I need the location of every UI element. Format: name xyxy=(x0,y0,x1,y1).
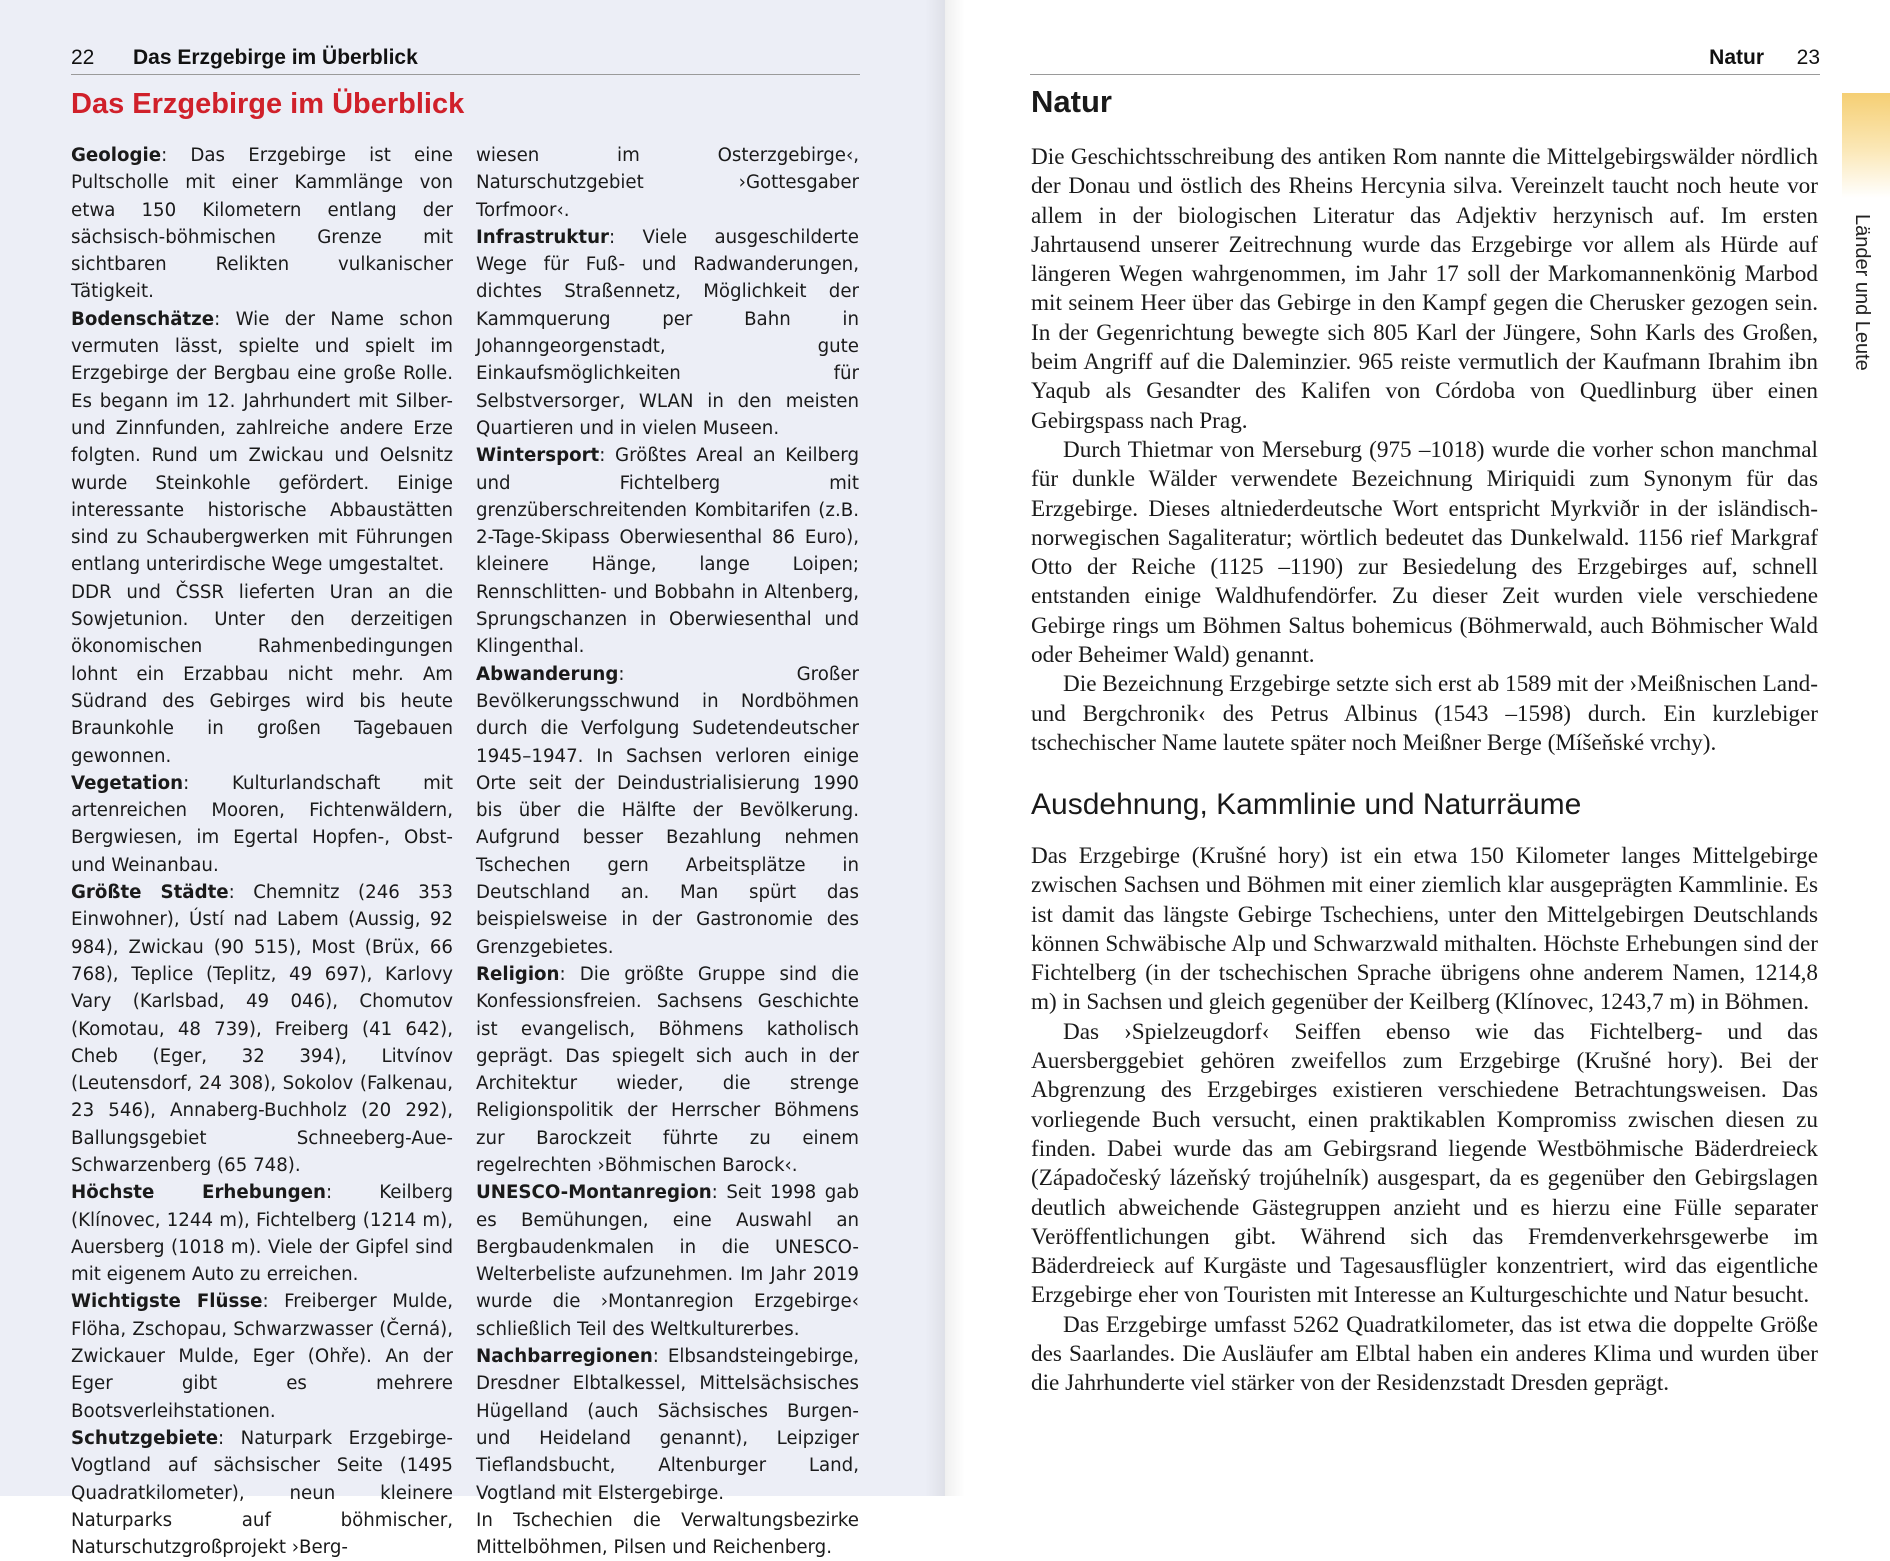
entry-term: Geologie xyxy=(71,145,162,166)
overview-column-2 xyxy=(476,142,859,1561)
entry-text: : Naturpark Erzgebirge-Vogtland auf sächsischer Seite (1495 Quadratkilometer), neun kleinere Naturparks auf böhmischer, Naturschutzgroßprojekt ›Berg- xyxy=(71,1427,453,1559)
chapter-tab-marker xyxy=(1842,93,1890,198)
left-page xyxy=(0,0,945,1559)
entry-groesste-staedte xyxy=(71,879,453,1179)
entry-term: Bodenschätze xyxy=(71,308,215,330)
entry-term: Vegetation xyxy=(71,772,184,794)
entry-text: : Größtes Areal an Keilberg und Fichtelberg mit grenzüberschreitenden Kombitarifen (z.B. 2-Tage-Skipass Oberwiesenthal 86 Euro), kleinere Hänge, lange Loipen; Rennschlitten- und Bobbahn in Altenberg, Sprungschanzen in Oberwiesenthal und Klingenthal. xyxy=(476,445,859,658)
entry-hoechste-erhebungen xyxy=(71,1179,453,1288)
entry-infrastruktur xyxy=(476,224,859,442)
entry-religion xyxy=(476,961,859,1179)
running-head-left xyxy=(71,44,860,75)
entry-term: Infrastruktur xyxy=(476,226,610,248)
entry-text: : Großer Bevölkerungsschwund in Nordböhmen durch die Verfolgung Sudetendeutscher 1945–1947. In Sachsen verloren einige Orte seit der Deindustrialisierung 1990 bis über die Hälfte der Bevölkerung. Aufgrund besser Bezahlung nehmen Tschechen gern Arbeitsplätze in Deutschland an. Man spürt das beispielsweise in der Gastronomie des Grenzgebietes. xyxy=(476,663,859,958)
entry-text: : Chemnitz (246 353 Einwohner), Ústí nad Labem (Aussig, 92 984), Zwickau (90 515), Most (Brüx, 66 768), Teplice (Teplitz, 49 697), Karlovy Vary (Karlsbad, 49 046), Chomutov (Komotau, 48 739), Freiberg (41 642), Cheb (Eger, 32 394), Litvínov (Leutensdorf, 24 308), Sokolov (Falkenau, 23 546), Annaberg-Buchholz (20 292), Ballungsgebiet Schneeberg-Aue-Schwarzenberg (65 748). xyxy=(71,882,454,1176)
entry-text: : Kulturlandschaft mit artenreichen Mooren, Fichtenwäldern, Bergwiesen, im Egertal Hopfen-, Obst- und Weinanbau. xyxy=(71,772,453,876)
entry-text: : Keilberg (Klínovec, 1244 m), Fichtelberg (1214 m), Auersberg (1018 m). Viele der Gipfel sind mit eigenem Auto zu erreichen. xyxy=(71,1182,453,1286)
entry-text: In Tschechien die Verwaltungsbezirke Mittelböhmen, Pilsen und Reichenberg. xyxy=(476,1509,859,1559)
entry-term: Abwanderung xyxy=(476,663,619,685)
entry-geologie xyxy=(71,142,453,306)
entry-text: : Elbsandsteingebirge, Dresdner Elbtalkessel, Mittelsächsisches Hügelland (auch Sächsisches Burgen- und Heideland genannt), Leipziger Tieflandsbucht, Altenburger Land, Vogtland mit Elstergebirge. xyxy=(476,1346,859,1504)
entry-uran xyxy=(71,579,453,770)
entry-schutzgebiete xyxy=(71,1425,453,1561)
paragraph: Die Bezeichnung Erzgebirge setzte sich erst ab 1589 mit der ›Meißnischen Land- und Bergchronik‹ des Petrus Albinus (1543 –1598) durch. Ein kurzlebiger tschechischer Name lautete später noch Meißner Berge (Míšeňské vrchy). xyxy=(1031,671,1818,756)
running-head-title-right: Natur xyxy=(1709,46,1764,69)
page-number-left: 22 xyxy=(71,46,95,69)
ausdehnung-body-text xyxy=(1031,842,1818,1399)
entry-term: Wichtigste Flüsse xyxy=(71,1291,263,1313)
entry-tschechien xyxy=(476,1507,859,1561)
entry-term: Religion xyxy=(476,963,560,985)
paragraph: Das ›Spielzeugdorf‹ Seiffen ebenso wie das Fichtelberg- und das Auersberggebiet gehören zweifellos zum Erzgebirge (Krušné hory). Bei der Abgrenzung des Erzgebirges existieren verschiedene Betrachtungsweisen. Das vorliegende Buch versucht, einen praktikablen Kompromiss zwischen diesen zu finden. Dabei wurde das am Gebirgsrand liegende Westböhmische Bäderdreieck (Západočeský lázeňský trojúhelník) ausgespart, da es gegenüber den Gebirgslagen deutlich abweichende Gästegruppen anzieht und es hierzu eine Fülle separater Veröffentlichungen gibt. Während sich das Fremdenverkehrsgewerbe im Bäderdreieck auf Kurgäste und Tagesausflügler konzentriert, wird das eigentliche Erzgebirge eher von Touristen mit Interesse an Kulturgeschichte und Natur besucht. xyxy=(1031,1018,1818,1309)
entry-term: Schutzgebiete xyxy=(71,1427,219,1449)
page-number-right: 23 xyxy=(1796,46,1820,69)
entry-wintersport xyxy=(476,442,859,660)
entry-schutzgebiete-cont xyxy=(476,142,859,224)
running-head-title-left: Das Erzgebirge im Überblick xyxy=(133,46,418,69)
section-heading-ausdehnung: Ausdehnung, Kammlinie und Naturräume xyxy=(1031,788,1582,821)
paragraph: Das Erzgebirge umfasst 5262 Quadratkilometer, das ist etwa die doppelte Größe des Saarlandes. Die Ausläufer am Elbtal haben ein anderes Klima und wurden über die Jahrhunderte viel stärker von der Residenzstadt Dresden geprägt. xyxy=(1031,1311,1818,1397)
entry-term: Größte Städte xyxy=(71,882,229,904)
entry-vegetation xyxy=(71,770,453,879)
entry-text: : Die größte Gruppe sind die Konfessionsfreien. Sachsens Geschichte ist evangelisch, Böhmens katholisch geprägt. Das spiegelt sich auch in der Architektur wieder, die strenge Religionspolitik der Herrscher Böhmens zur Barockzeit führte zu einem regelrechten ›Böhmischen Barock‹. xyxy=(476,963,859,1176)
chapter-tab-label: Länder und Leute xyxy=(1851,214,1873,371)
entry-term: UNESCO-Montanregion xyxy=(476,1182,712,1204)
entry-text: DDR und ČSSR lieferten Uran an die Sowjetunion. Unter den derzeitigen ökonomischen Rahmenbedingungen lohnt ein Erzabbau nicht mehr. Am Südrand des Gebirges wird bis heute Braunkohle in großen Tagebauen gewonnen. xyxy=(71,581,453,767)
chapter-title-natur: Natur xyxy=(1031,84,1112,119)
entry-nachbarregionen xyxy=(476,1343,859,1507)
entry-bodenschaetze xyxy=(71,306,453,579)
entry-text: : Wie der Name schon vermuten lässt, spielte und spielt im Erzgebirge der Bergbau eine große Rolle. Es begann im 12. Jahrhundert mit Silber- und Zinnfunden, zahlreiche andere Erze folgten. Rund um Zwickau und Oelsnitz wurde Steinkohle gefördert. Einige interessante historische Abbaustätten sind zu Schaubergwerken mit Führungen entlang unterirdische Wege umgestaltet. xyxy=(71,308,453,576)
section-title-overview: Das Erzgebirge im Überblick xyxy=(71,88,465,120)
paragraph: Die Geschichtsschreibung des antiken Rom nannte die Mittelgebirgswälder nördlich der Donau und östlich des Rheins Hercynia silva. Vereinzelt taucht noch heute vor allem in der biologischen Literatur das Adjektiv herzynisch auf. Im ersten Jahrtausend unserer Zeitrechnung wurde das Erzgebirge vor allem als Hürde auf längeren Wegen wahrgenommen, im Jahr 17 soll der Markomannenkönig Marbod mit seinem Heer über das Gebirge in den Kampf gegen die Cherusker gezogen sein. In der Gegenrichtung bewegte sich 805 Karl der Jüngere, Sohn Karls des Großen, beim Angriff auf die Daleminzier. 965 reiste vermutlich der Kaufmann Ibrahim ibn Yaqub als Gesandter des Kalifen von Córdoba von Quedlinburg über einen Gebirgspass nach Prag. xyxy=(1031,144,1818,434)
entry-text: : Viele ausgeschilderte Wege für Fuß- und Radwanderungen, dichtes Straßennetz, Möglichkeit der Kammquerung per Bahn in Johanngeorgenstadt, gute Einkaufsmöglichkeiten für Selbstversorger, WLAN in den meisten Quartieren und in vielen Museen. xyxy=(476,226,859,439)
entry-fluesse xyxy=(71,1288,453,1424)
paragraph: Das Erzgebirge (Krušné hory) ist ein etwa 150 Kilometer langes Mittelgebirge zwischen Sachsen und Böhmen mit einer ziemlich klar ausgeprägten Kammlinie. Es ist damit das längste Gebirge Tschechiens, unter den Mittelgebirgen Deutschlands können Schwäbische Alp und Schwarzwald mithalten. Höchste Erhebungen sind der Fichtelberg (in der tschechischen Sprache übrigens ohne anderem Namen, 1214,8 m) in Sachsen und gleich gegenüber der Keilberg (Klínovec, 1243,7 m) in Böhmen. xyxy=(1031,843,1818,1016)
entry-term: Höchste Erhebungen xyxy=(71,1182,326,1204)
running-head-right xyxy=(1030,44,1820,75)
entry-abwanderung xyxy=(476,661,859,961)
entry-text: : Freiberger Mulde, Flöha, Zschopau, Schwarzwasser (Černá), Zwickauer Mulde, Eger (Ohře). An der Eger gibt es mehrere Bootsverleihstationen. xyxy=(71,1291,453,1422)
entry-text: wiesen im Osterzgebirge‹, Naturschutzgebiet ›Gottesgaber Torfmoor‹. xyxy=(476,145,859,221)
overview-column-1 xyxy=(71,142,453,1561)
entry-text: : Das Erzgebirge ist eine Pultscholle mit einer Kammlänge von etwa 150 Kilometern entlang der sächsisch-böhmischen Grenze mit sichtbaren Relikten vulkanischer Tätigkeit. xyxy=(71,145,453,303)
entry-unesco xyxy=(476,1179,859,1343)
entry-text: : Seit 1998 gab es Bemühungen, eine Auswahl an Bergbaudenkmalen in die UNESCO-Welterbeliste aufzunehmen. Im Jahr 2019 wurde die ›Montanregion Erzgebirge‹ schließlich Teil des Weltkulturerbes. xyxy=(476,1182,859,1340)
natur-body-text xyxy=(1031,143,1818,758)
entry-term: Wintersport xyxy=(476,445,600,467)
paragraph: Durch Thietmar von Merseburg (975 –1018) wurde die vorher schon manchmal für dunkle Wälder verwendete Bezeichnung Miriquidi zum Synonym für das Erzgebirge. Dieses altniederdeutsche Wort entspricht Myrkviðr in der isländisch-norwegischen Sagaliteratur; wörtlich bedeutet das Dunkelwald. 1156 rief Markgraf Otto der Reiche (1125 –1190) zur Besiedelung des Erzgebirges auf, schnell entstanden einige Waldhufendörfer. Zu dieser Zeit wurden viele verschiedene Gebirge rings um Böhmen Saltus bohemicus (Böhmerwald, auch Böhmischer Wald oder Beheimer Wald) genannt. xyxy=(1031,436,1818,669)
book-gutter-shadow xyxy=(925,0,965,1496)
entry-term: Nachbarregionen xyxy=(476,1346,653,1368)
